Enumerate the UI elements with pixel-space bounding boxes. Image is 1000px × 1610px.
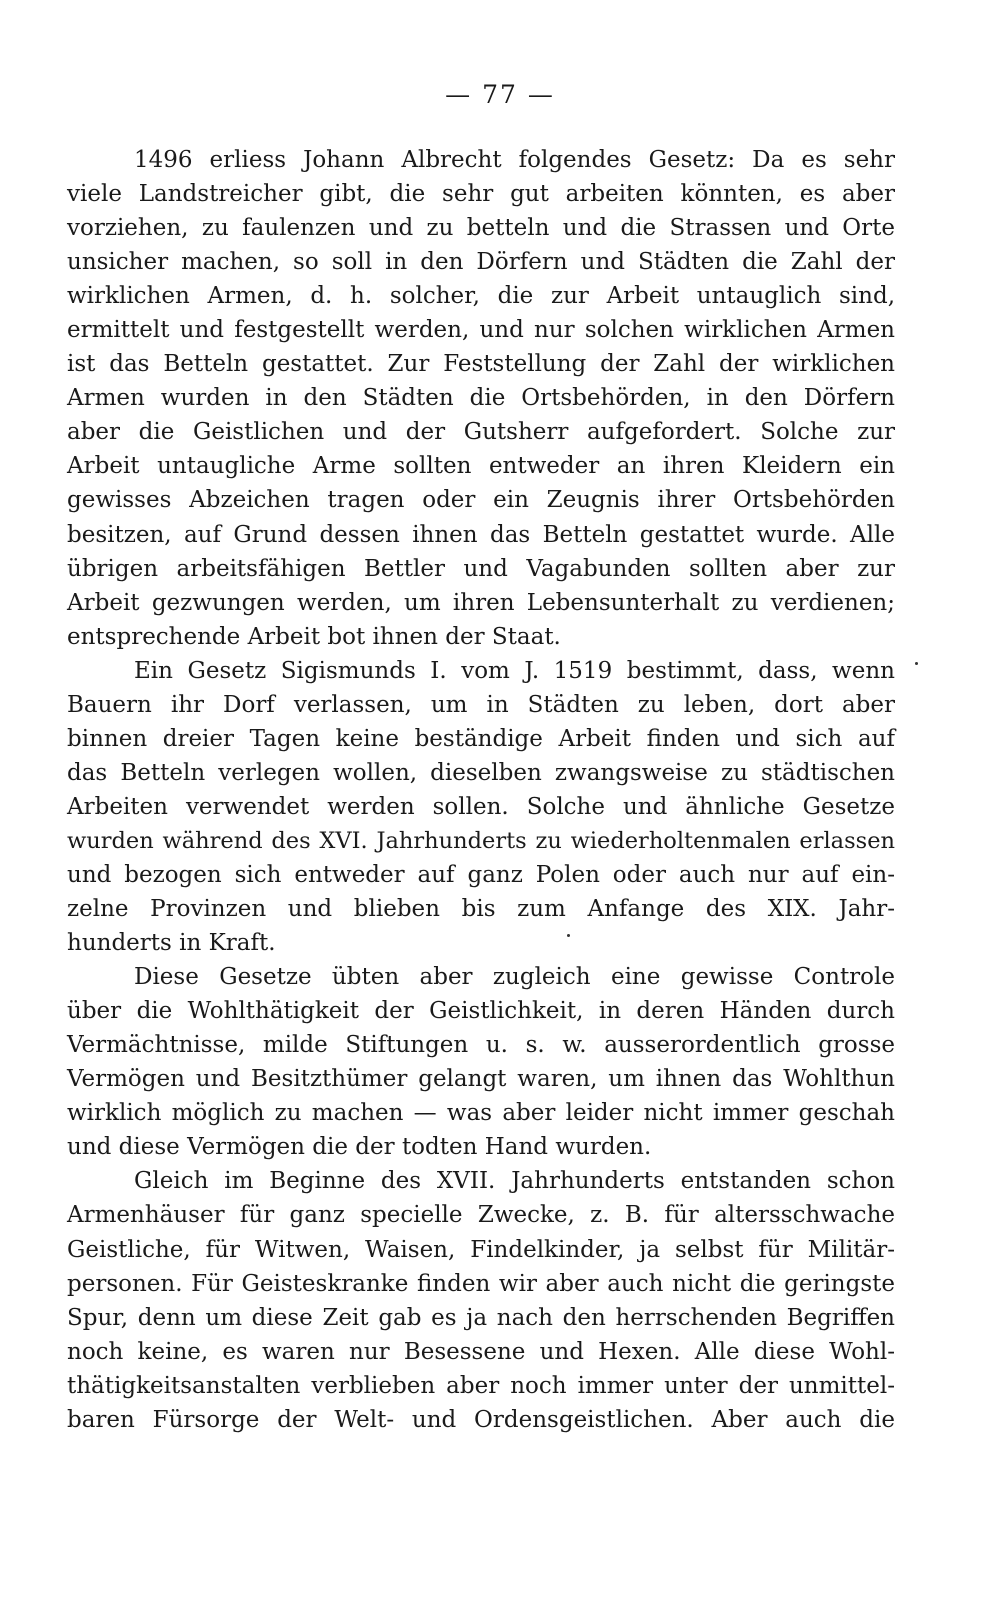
text-line: viele Landstreicher gibt, die sehr gut arbeiten könnten, es aber	[67, 181, 895, 208]
text-line: Armenhäuser für ganz specielle Zwecke, z. B. für altersschwache	[67, 1202, 895, 1229]
text-line: Diese Gesetze übten aber zugleich eine gewisse Controle	[134, 964, 895, 991]
text-line: das Betteln verlegen wollen, dieselben zwangsweise zu städtischen	[67, 759, 895, 786]
text-line: und diese Vermögen die der todten Hand wurden.	[67, 1134, 652, 1161]
text-line: noch keine, es waren nur Besessene und Hexen. Alle diese Wohl-	[67, 1338, 895, 1365]
text-line: Bauern ihr Dorf verlassen, um in Städten zu leben, dort aber	[67, 691, 895, 718]
text-line: Vermächtnisse, milde Stiftungen u. s. w. ausserordentlich grosse	[67, 1032, 895, 1059]
text-line: übrigen arbeitsfähigen Bettler und Vagabunden sollten aber zur	[67, 555, 895, 582]
text-line: binnen dreier Tagen keine beständige Arbeit finden und sich auf	[67, 725, 895, 752]
text-line: gewisses Abzeichen tragen oder ein Zeugnis ihrer Ortsbehörden	[67, 487, 895, 514]
text-line: Vermögen und Besitzthümer gelangt waren, um ihnen das Wohlthun	[67, 1066, 895, 1093]
body-text	[67, 143, 895, 1437]
text-line: Armen wurden in den Städten die Ortsbehörden, in den Dörfern	[67, 385, 895, 412]
text-line: 1496 erliess Johann Albrecht folgendes Gesetz: Da es sehr	[134, 147, 895, 173]
text-line: Arbeiten verwendet werden sollen. Solche und ähnliche Gesetze	[67, 793, 895, 820]
text-line: baren Fürsorge der Welt- und Ordensgeistlichen. Aber auch die	[67, 1406, 895, 1433]
text-line: unsicher machen, so soll in den Dörfern und Städten die Zahl der	[67, 249, 895, 276]
text-line: hunderts in Kraft.	[67, 930, 276, 957]
text-line: Spur, denn um diese Zeit gab es ja nach den herrschenden Begriffen	[67, 1304, 895, 1331]
text-line: Gleich im Beginne des XVII. Jahrhunderts entstanden schon	[134, 1168, 895, 1195]
text-line: personen. Für Geisteskranke finden wir aber auch nicht die geringste	[67, 1270, 895, 1297]
text-line: entsprechende Arbeit bot ihnen der Staat.	[67, 623, 561, 650]
text-line: wirklichen Armen, d. h. solcher, die zur Arbeit untauglich sind,	[67, 283, 895, 310]
text-line: ist das Betteln gestattet. Zur Feststellung der Zahl der wirklichen	[67, 351, 895, 378]
text-line: vorziehen, zu faulenzen und zu betteln und die Strassen und Orte	[67, 215, 895, 242]
text-line: Arbeit gezwungen werden, um ihren Lebensunterhalt zu verdienen;	[67, 589, 895, 616]
text-line: Arbeit untaugliche Arme sollten entweder an ihren Kleidern ein	[67, 453, 895, 480]
text-line: aber die Geistlichen und der Gutsherr aufgefordert. Solche zur	[67, 419, 895, 446]
text-line: ermittelt und festgestellt werden, und nur solchen wirklichen Armen	[67, 317, 895, 344]
text-line: Ein Gesetz Sigismunds I. vom J. 1519 bestimmt, dass, wenn	[134, 657, 895, 684]
text-line: und bezogen sich entweder auf ganz Polen oder auch nur auf ein-	[67, 861, 895, 888]
text-line: über die Wohlthätigkeit der Geistlichkeit, in deren Händen durch	[67, 998, 895, 1025]
text-line: zelne Provinzen und blieben bis zum Anfange des XIX. Jahr-	[67, 896, 895, 923]
text-line: Geistliche, für Witwen, Waisen, Findelkinder, ja selbst für Militär-	[67, 1236, 895, 1263]
page-number: — 77 —	[445, 80, 555, 109]
stray-mark	[567, 934, 570, 937]
text-line: thätigkeitsanstalten verblieben aber noch immer unter der unmittel-	[67, 1372, 895, 1399]
stray-mark	[915, 662, 918, 665]
text-line: besitzen, auf Grund dessen ihnen das Betteln gestattet wurde. Alle	[67, 521, 895, 548]
text-line: wurden während des XVI. Jahrhunderts zu wiederholtenmalen erlassen	[67, 827, 895, 854]
text-line: wirklich möglich zu machen — was aber leider nicht immer geschah	[67, 1100, 895, 1127]
